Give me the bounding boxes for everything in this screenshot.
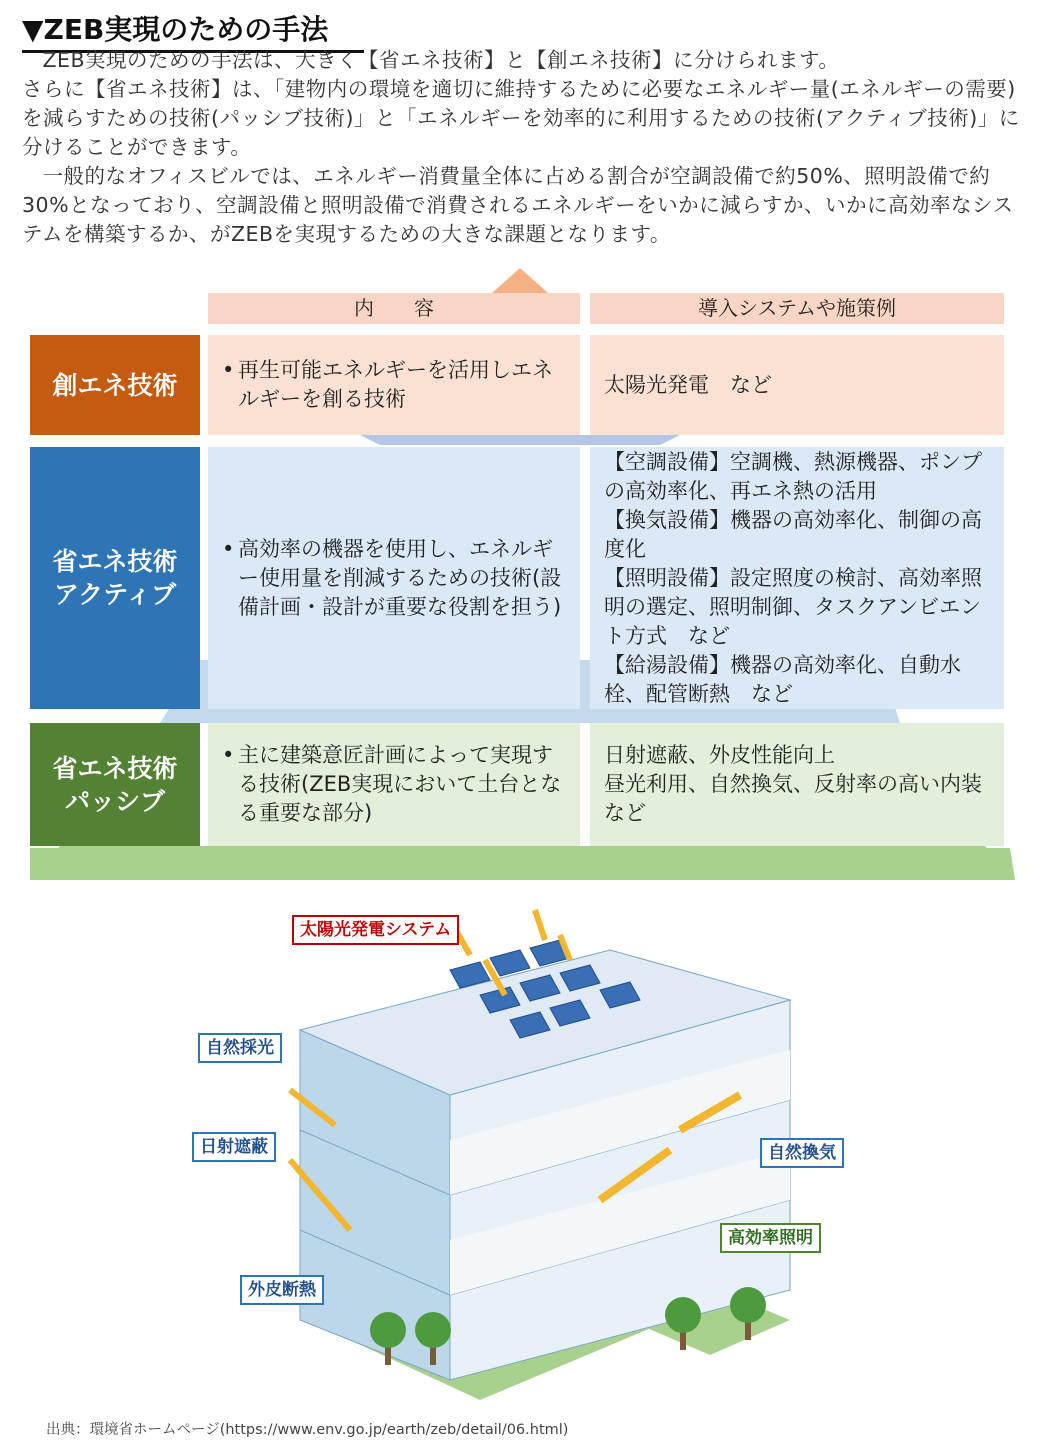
system-hvac: 【空調設備】空調機、熱源機器、ポンプの高効率化、再エネ熱の活用: [604, 449, 982, 503]
row-label-active: 省エネ技術 アクティブ: [30, 447, 200, 709]
header-systems: 導入システムや施策例: [590, 293, 1004, 324]
section-title: ▼ZEB実現のための手法: [22, 8, 364, 53]
header-content: 内 容: [208, 293, 580, 324]
tag-lighting: 高効率照明: [720, 1223, 821, 1253]
tag-daylight: 自然採光: [198, 1033, 282, 1063]
cell-content-passive: • 主に建築意匠計画によって実現する技術(ZEB実現において土台となる重要な部分): [208, 723, 580, 846]
cell-systems-active: [590, 447, 1004, 709]
system-ventilation: 【換気設備】機器の高効率化、制御の高度化: [604, 507, 982, 561]
system-hot-water: 【給湯設備】機器の高効率化、自動水栓、配管断熱 など: [604, 652, 961, 706]
system-daylight: 昼光利用、自然換気、反射率の高い内装 など: [604, 772, 1003, 825]
row-label-create-energy: 創エネ技術: [30, 335, 200, 435]
tag-shading: 日射遮蔽: [192, 1132, 276, 1162]
tag-ventilation: 自然換気: [760, 1138, 844, 1168]
cell-content-active: • 高効率の機器を使用し、エネルギー使用量を削減するための技術(設備計画・設計が重要な役割を担う): [208, 447, 580, 709]
paragraph-2: さらに【省エネ技術】は、「建物内の環境を適切に維持するために必要なエネルギー量(エネルギーの需要)を減らすための技術(パッシブ技術)」と「エネルギーを効率的に利用するための技術(アクティブ技術)」に分けることができます。: [22, 77, 1020, 159]
paragraph-3: 一般的なオフィスビルでは、エネルギー消費量全体に占める割合が空調設備で約50%、照明設備で約30%となっており、空調設備と照明設備で消費されるエネルギーをいかに減らすか、いかに高効率なシステムを構築するか、がZEBを実現するための大きな課題となります。: [22, 164, 1014, 246]
system-lighting: 【照明設備】設定照度の検討、高効率照明の選定、照明制御、タスクアンビエント方式 など: [604, 565, 982, 648]
tag-solar: 太陽光発電システム: [292, 915, 459, 945]
row-label-passive: 省エネ技術 パッシブ: [30, 723, 200, 846]
cell-content-create: • 再生可能エネルギーを活用しエネルギーを創る技術: [208, 335, 580, 435]
cell-systems-passive: [590, 723, 1004, 846]
paragraph-1: ZEB実現のための手法は、大きく【省エネ技術】と【創エネ技術】に分けられます。: [42, 48, 840, 72]
system-shading: 日射遮蔽、外皮性能向上: [604, 743, 835, 767]
cell-systems-create: 太陽光発電 など: [590, 335, 1004, 435]
source-citation: 出典：環境省ホームページ(https://www.env.go.jp/earth/zeb/detail/06.html): [46, 1422, 569, 1438]
tag-insulation: 外皮断熱: [240, 1275, 324, 1305]
